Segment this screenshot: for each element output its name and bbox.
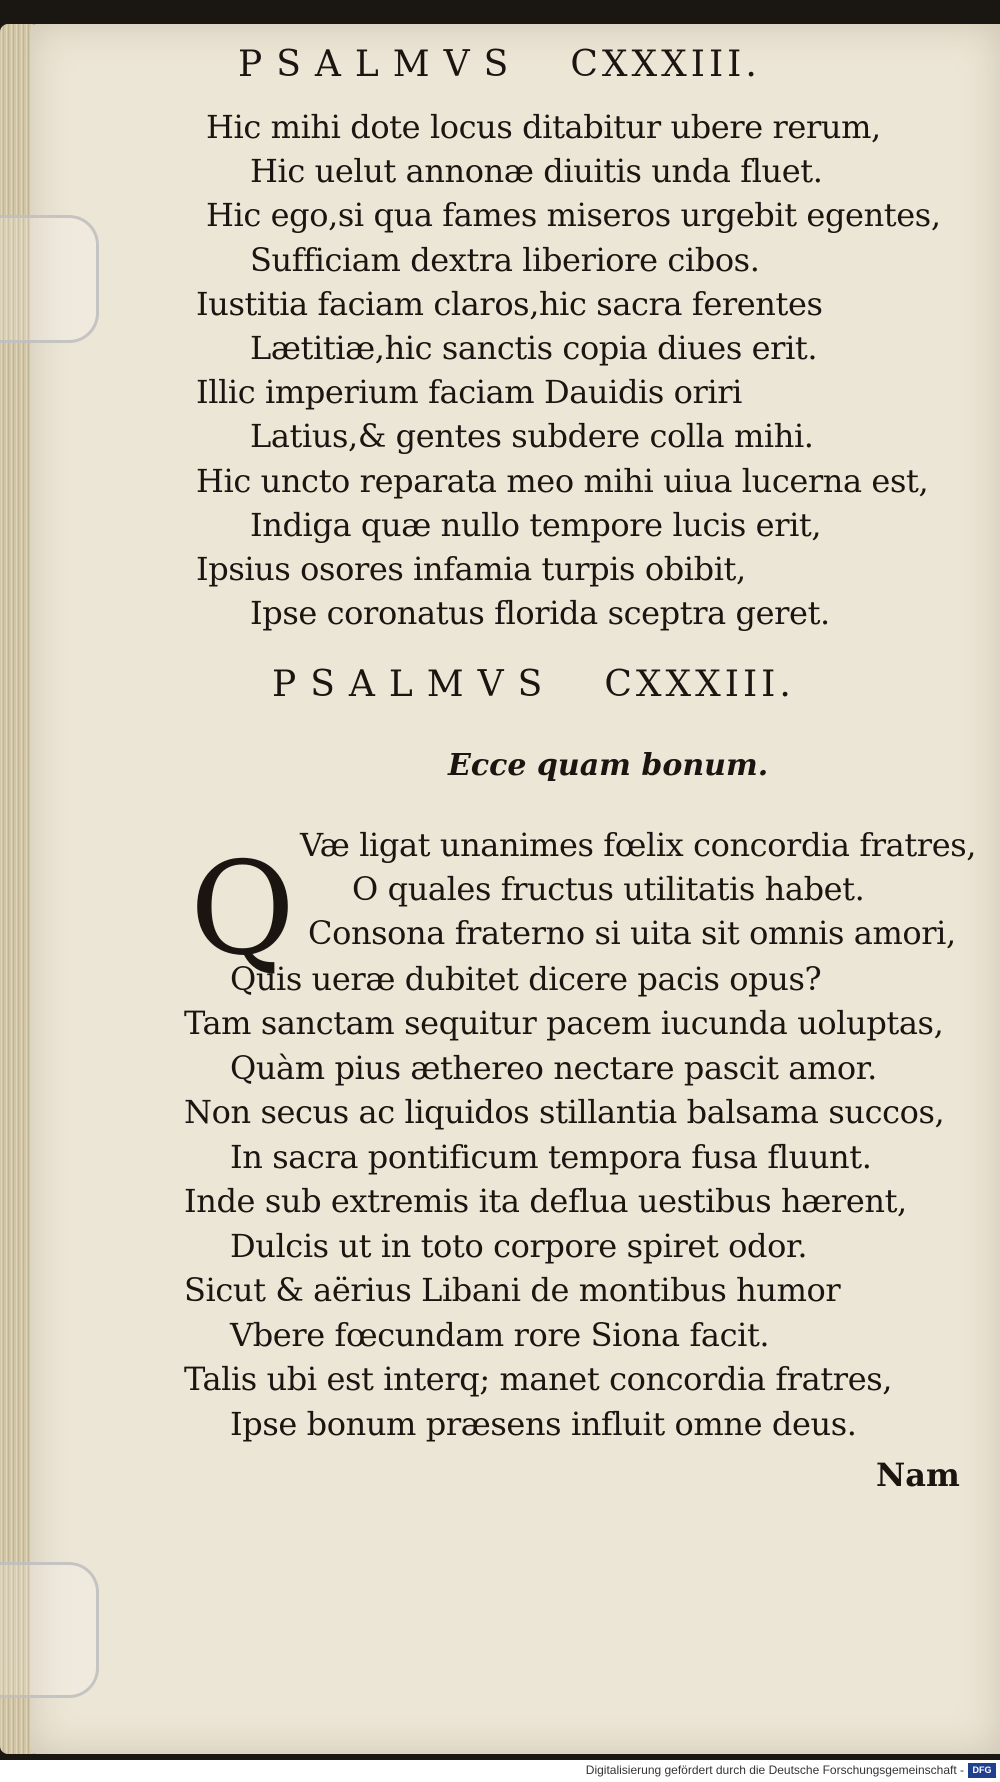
footer-credit: Digitalisierung gefördert durch die Deutsche Forschungsgemeinschaft - xyxy=(585,1763,964,1777)
verse-line: O quales fructus utilitatis habet. xyxy=(352,870,865,908)
verse-line: Vbere fœcundam rore Siona facit. xyxy=(230,1315,770,1354)
verse-line: Indiga quæ nullo tempore lucis erit, xyxy=(250,505,822,544)
dfg-logo: DFG xyxy=(968,1763,996,1778)
show-through-text xyxy=(930,60,1000,1560)
decorated-initial: Q xyxy=(190,835,295,984)
verse-line: Dulcis ut in toto corpore spiret odor. xyxy=(230,1226,808,1265)
verse-line: Ipse coronatus florida sceptra geret. xyxy=(250,594,830,633)
header-word: PSALMVS xyxy=(238,44,523,85)
verse-line: Non secus ac liquidos stillantia balsama succos, xyxy=(184,1093,945,1131)
running-header xyxy=(238,44,761,85)
verse-line: Ipse bonum præsens influit omne deus. xyxy=(230,1404,857,1443)
verse-line: Hic uncto reparata meo mihi uiua lucerna est, xyxy=(196,461,929,500)
catchword: Nam xyxy=(876,1456,960,1494)
footer-bar xyxy=(0,1760,1000,1782)
page-clip-bottom xyxy=(0,1562,99,1698)
psalm-heading-word: PSALMVS xyxy=(272,664,557,705)
verse-line: Væ ligat unanimes fœlix concordia fratres, xyxy=(300,826,977,864)
verse-line: Sufficiam dextra liberiore cibos. xyxy=(250,240,760,279)
verse-line: Ipsius osores infamia turpis obibit, xyxy=(196,550,746,588)
verse-line: Quis ueræ dubitet dicere pacis opus? xyxy=(230,959,822,998)
verse-line: Talis ubi est interq; manet concordia fratres, xyxy=(184,1360,893,1398)
psalm-heading xyxy=(272,664,795,705)
verse-line: Inde sub extremis ita deflua uestibus hærent, xyxy=(184,1182,907,1220)
verse-line: Lætitiæ,hic sanctis copia diues erit. xyxy=(250,329,818,367)
verse-line: Latius,& gentes subdere colla mihi. xyxy=(250,417,814,456)
verse-line: In sacra pontificum tempora fusa fluunt. xyxy=(230,1137,872,1176)
psalm-heading-number: CXXXIII. xyxy=(604,664,795,705)
verse-line: Hic mihi dote locus ditabitur ubere rerum, xyxy=(206,108,881,146)
verse-line: Illic imperium faciam Dauidis oriri xyxy=(196,373,742,412)
verse-line: Hic uelut annonæ diuitis unda fluet. xyxy=(250,152,823,191)
verse-line: Iustitia faciam claros,hic sacra ferentes xyxy=(196,284,823,323)
header-number: CXXXIII. xyxy=(570,44,761,85)
verse-line: Sicut & aërius Libani de montibus humor xyxy=(184,1271,841,1309)
verse-line: Consona fraterno si uita sit omnis amori, xyxy=(308,914,956,952)
verse-line: Quàm pius æthereo nectare pascit amor. xyxy=(230,1048,877,1087)
verse-line: Tam sanctam sequitur pacem iucunda uoluptas, xyxy=(184,1004,944,1042)
page-clip-top xyxy=(0,215,99,343)
verse-line: Hic ego,si qua fames miseros urgebit egentes, xyxy=(206,196,941,235)
psalm-incipit: Ecce quam bonum. xyxy=(448,748,769,783)
